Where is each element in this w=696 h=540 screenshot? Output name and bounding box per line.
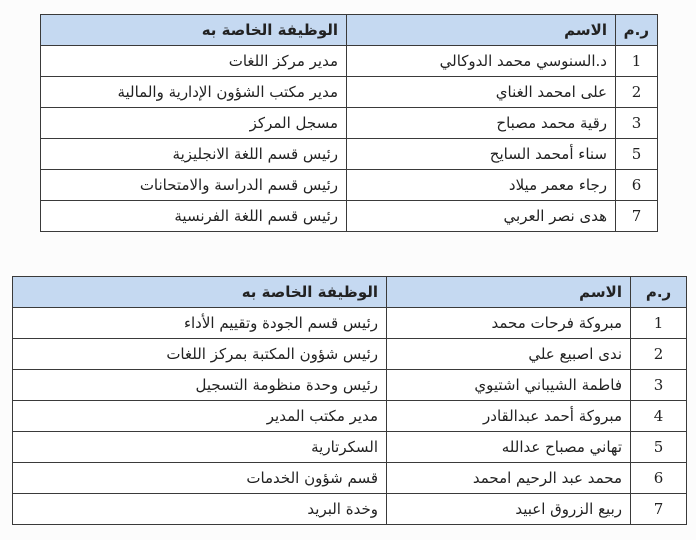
row-role: رئيس وحدة منظومة التسجيل <box>13 370 387 401</box>
header-role: الوظيفة الخاصة به <box>41 15 347 46</box>
table-row <box>13 463 687 494</box>
row-name: مبروكة فرحات محمد <box>387 308 631 339</box>
row-number: 5 <box>616 139 658 170</box>
row-number: 3 <box>631 370 687 401</box>
row-number: 1 <box>631 308 687 339</box>
row-name: رقية محمد مصباح <box>347 108 616 139</box>
header-name: الاسم <box>387 277 631 308</box>
row-number: 4 <box>631 401 687 432</box>
row-role: مدير مكتب الشؤون الإدارية والمالية <box>41 77 347 108</box>
table-row <box>13 308 687 339</box>
row-name: مبروكة أحمد عبدالقادر <box>387 401 631 432</box>
header-role: الوظيفة الخاصة به <box>13 277 387 308</box>
table-row <box>41 139 658 170</box>
row-number: 6 <box>616 170 658 201</box>
table-header-row <box>41 15 658 46</box>
row-name: ربيع الزروق اعبيد <box>387 494 631 525</box>
row-name: على امحمد الغناي <box>347 77 616 108</box>
row-role: رئيس قسم اللغة الفرنسية <box>41 201 347 232</box>
table-header-row <box>13 277 687 308</box>
row-number: 2 <box>616 77 658 108</box>
row-role: السكرتارية <box>13 432 387 463</box>
row-name: تهاني مصباح عدالله <box>387 432 631 463</box>
row-role: مدير مكتب المدير <box>13 401 387 432</box>
row-number: 2 <box>631 339 687 370</box>
header-name: الاسم <box>347 15 616 46</box>
row-name: سناء أمحمد السايح <box>347 139 616 170</box>
table-row <box>41 108 658 139</box>
row-role: رئيس قسم الجودة وتقييم الأداء <box>13 308 387 339</box>
row-number: 7 <box>631 494 687 525</box>
staff-table-1 <box>40 14 658 232</box>
staff-table-2 <box>12 276 687 525</box>
table-row <box>41 201 658 232</box>
row-name: هدى نصر العربي <box>347 201 616 232</box>
row-number: 7 <box>616 201 658 232</box>
row-name: فاطمة الشيباني اشتيوي <box>387 370 631 401</box>
row-number: 5 <box>631 432 687 463</box>
row-name: ندى اصبيع علي <box>387 339 631 370</box>
row-role: قسم شؤون الخدمات <box>13 463 387 494</box>
row-role: رئيس قسم الدراسة والامتحانات <box>41 170 347 201</box>
table-row <box>41 77 658 108</box>
header-number: ر.م <box>631 277 687 308</box>
row-name: د.السنوسي محمد الدوكالي <box>347 46 616 77</box>
table-row <box>13 401 687 432</box>
row-role: رئيس شؤون المكتبة بمركز اللغات <box>13 339 387 370</box>
table-row <box>41 170 658 201</box>
header-number: ر.م <box>616 15 658 46</box>
row-role: وخدة البريد <box>13 494 387 525</box>
row-role: رئيس قسم اللغة الانجليزية <box>41 139 347 170</box>
row-number: 3 <box>616 108 658 139</box>
table-row <box>13 370 687 401</box>
row-role: مسجل المركز <box>41 108 347 139</box>
row-name: محمد عبد الرحيم امحمد <box>387 463 631 494</box>
table-row <box>41 46 658 77</box>
row-role: مدير مركز اللغات <box>41 46 347 77</box>
table-row <box>13 494 687 525</box>
table-row <box>13 432 687 463</box>
row-number: 6 <box>631 463 687 494</box>
table-row <box>13 339 687 370</box>
row-number: 1 <box>616 46 658 77</box>
row-name: رجاء معمر ميلاد <box>347 170 616 201</box>
